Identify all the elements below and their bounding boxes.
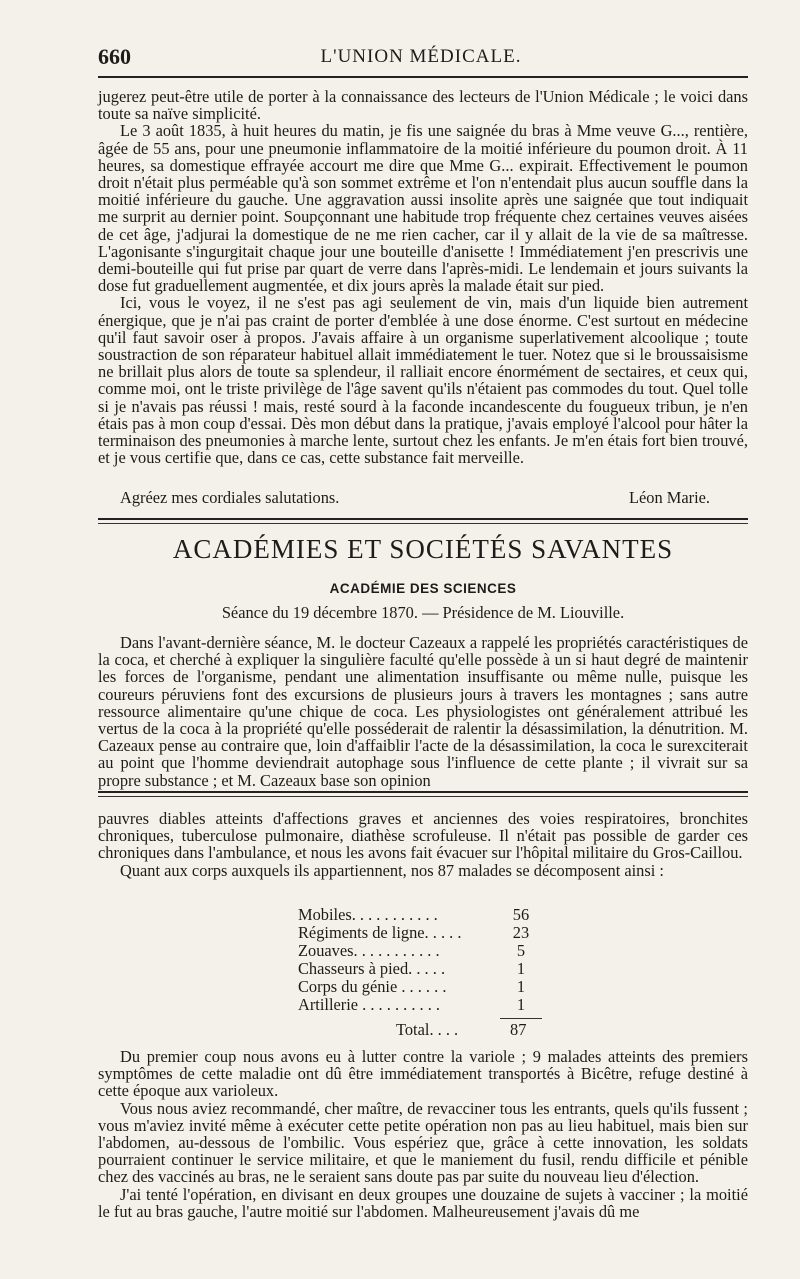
table-row	[298, 996, 536, 1014]
academy-body	[98, 634, 748, 789]
section-rule-top-thin	[98, 523, 748, 524]
section-subtitle: ACADÉMIE DES SCIENCES	[329, 581, 517, 596]
total-label: Total. . . .	[396, 1020, 459, 1039]
column-break-rule	[98, 791, 748, 793]
total-value: 87	[510, 1020, 527, 1039]
report-paragraph-4: Vous nous aviez recommandé, cher maître, de revacciner tous les entrants, quels qu'ils fussent ; vous m'aviez invité même à exécuter cette petite opération non pas au lieu habituel, mais bien sur l'abdomen, au-dessous de l'ombilic. Vous espériez que, grâce à cette innovation, les soldats pourraient continuer le service militaire, et que le maniement du fusil, rendu difficile et pénible chez des vaccinés au bras, ne le seraient sans doute pas par suite du nouveau lieu d'élection.	[98, 1098, 748, 1187]
letter-paragraph-3: Ici, vous le voyez, il ne s'est pas agi seulement de vin, mais d'un liquide bien autrement énergique, que je n'ai pas craint de porter d'emblée à une dose énorme. C'est surtout en médecine qu'il faut savoir oser à propos. J'avais affaire à un organisme superlativement alcoolique ; toute soustraction de son réparateur habituel allait immédiatement le tuer. Notez que si le broussaisisme ne brillait plus alors de toute sa splendeur, il ralliait encore énormément de sectaires, et ceux qui, comme moi, ont le triste privilège de l'âge savent qu'ils n'étaient pas commodes du tout. Quel tolle si je n'avais pas réussi ! mais, resté sourd à la faconde incandescente du fougueux tribun, je n'en étais pas à mon coup d'essai. Dès mon début dans la pratique, j'avais employé l'alcool pour hâter la terminaison des pneumonies à marche lente, surtout chez les enfants. Je m'en étais fort bien trouvé, et je vous certifie que, dans ce cas, cette substance fait merveille.	[98, 293, 748, 468]
report-body-bottom	[98, 1048, 748, 1220]
section-rule-top	[98, 518, 748, 520]
letter-paragraph-2: Le 3 août 1835, à huit heures du matin, je fis une saignée du bras à Mme veuve G..., rentière, âgée de 55 ans, pour une pneumonie inflammatoire de la moitié inférieure du poumon droit. À 11 heures, sa domestique effrayée accourt me dire que Mme G... expirait. Effectivement le poumon droit n'était plus perméable qu'à son sommet extrême et l'on n'entendait plus aucun souffle dans la moitié inférieure du gauche. Une aggravation aussi insolite après une saignée que tout indiquait me surprit au dernier point. Soupçonnant une habitude trop fréquente chez certaines veuves aisées de cet âge, j'adjurai la domestique de ne me rien cacher, car il y allait de la vie de sa maîtresse. L'agonisante s'ingurgitait chaque jour une bouteille d'anisette ! Immédiatement j'en prescrivis une demi-bouteille qui fut prise par quart de verre dans l'après-midi. Le lendemain et jours suivants la dose fut graduellement augmentée, et dix jours après la malade était sur pied.	[98, 121, 748, 296]
running-header	[98, 42, 744, 72]
total-rule	[500, 1018, 542, 1019]
section-title: ACADÉMIES ET SOCIÉTÉS SAVANTES	[172, 534, 674, 564]
journal-title: L'UNION MÉDICALE.	[320, 46, 522, 67]
report-body-top	[98, 810, 748, 879]
report-paragraph-5: J'ai tenté l'opération, en divisant en deux groupes une douzaine de sujets à vacciner ; la moitié le fut au bras gauche, l'autre moitié sur l'abdomen. Malheureusement j'avais dû me	[98, 1184, 748, 1221]
seance-line: Séance du 19 décembre 1870. — Présidence de M. Liouville.	[221, 603, 625, 622]
table-cell-value: 23	[512, 923, 530, 942]
academy-paragraph-1: Dans l'avant-dernière séance, M. le docteur Cazeaux a rappelé les propriétés caractéristiques de la coca, et cherché à expliquer la singulière faculté qu'elle possède à un si haut degré de maintenir les forces de l'organisme, pendant une alimentation insuffisante ou même nulle, puisque les coureurs péruviens font des excursions de plusieurs jours à travers les montagnes ; sans autre ressource alimentaire qu'une chique de coca. Les physiologistes ont généralement attribué les vertus de la coca à la propriété qu'elle posséderait de ralentir la désassimilation, la dénutrition. M. Cazeaux pense au contraire que, loin d'affaiblir l'acte de la désassimilation, la coca le surexciterait au point que l'homme deviendrait autophage sous l'influence de cette plante ; il vivrait sur sa propre substance ; et M. Cazeaux base son opinion	[98, 633, 748, 790]
table-total	[396, 1020, 527, 1040]
table-cell-value: 1	[516, 977, 526, 996]
table-cell-value: 1	[516, 959, 526, 978]
table-row	[298, 906, 536, 924]
table-cell-value: 5	[516, 941, 526, 960]
table-cell-label: Zouaves. . . . . . . . . . .	[298, 941, 440, 960]
table-cell-label: Mobiles. . . . . . . . . . .	[298, 905, 438, 924]
table-cell-label: Corps du génie . . . . . .	[298, 977, 447, 996]
column-break-rule-thin	[98, 796, 748, 797]
table-row	[298, 924, 536, 942]
letter-body	[98, 88, 748, 466]
report-paragraph-1: pauvres diables atteints d'affections graves et anciennes des voies respiratoires, bronchites chroniques, tuberculose pulmonaire, diathèse scrofuleuse. Il n'était pas possible de garder ces chroniques dans l'ambulance, et nous les avons fait évacuer sur l'hôpital militaire du Gros-Caillou.	[98, 809, 748, 863]
letter-signature: Léon Marie.	[628, 488, 710, 507]
header-rule	[98, 76, 748, 78]
report-paragraph-3: Du premier coup nous avons eu à lutter contre la variole ; 9 malades atteints des premiers symptômes de cette maladie ont dû être immédiatement transportés à Bicêtre, refuge destiné à cette époque aux varioleux.	[98, 1047, 748, 1101]
letter-closing: Agréez mes cordiales salutations.	[120, 488, 340, 507]
letter-paragraph-1: jugerez peut-être utile de porter à la connaissance des lecteurs de l'Union Médicale ; le voici dans toute sa naïve simplicité.	[98, 87, 748, 124]
table-cell-label: Chasseurs à pied. . . . .	[298, 959, 446, 978]
table-row	[298, 960, 536, 978]
table-cell-value: 56	[512, 905, 530, 924]
table-cell-value: 1	[516, 995, 526, 1014]
table-cell-label: Artillerie . . . . . . . . . .	[298, 995, 441, 1014]
corps-table	[298, 906, 536, 1014]
table-cell-label: Régiments de ligne. . . . .	[298, 923, 462, 942]
table-row	[298, 978, 536, 996]
report-paragraph-2: Quant aux corps auxquels ils appartiennent, nos 87 malades se décomposent ainsi :	[120, 860, 664, 880]
page-number: 660	[98, 44, 131, 69]
table-row	[298, 942, 536, 960]
